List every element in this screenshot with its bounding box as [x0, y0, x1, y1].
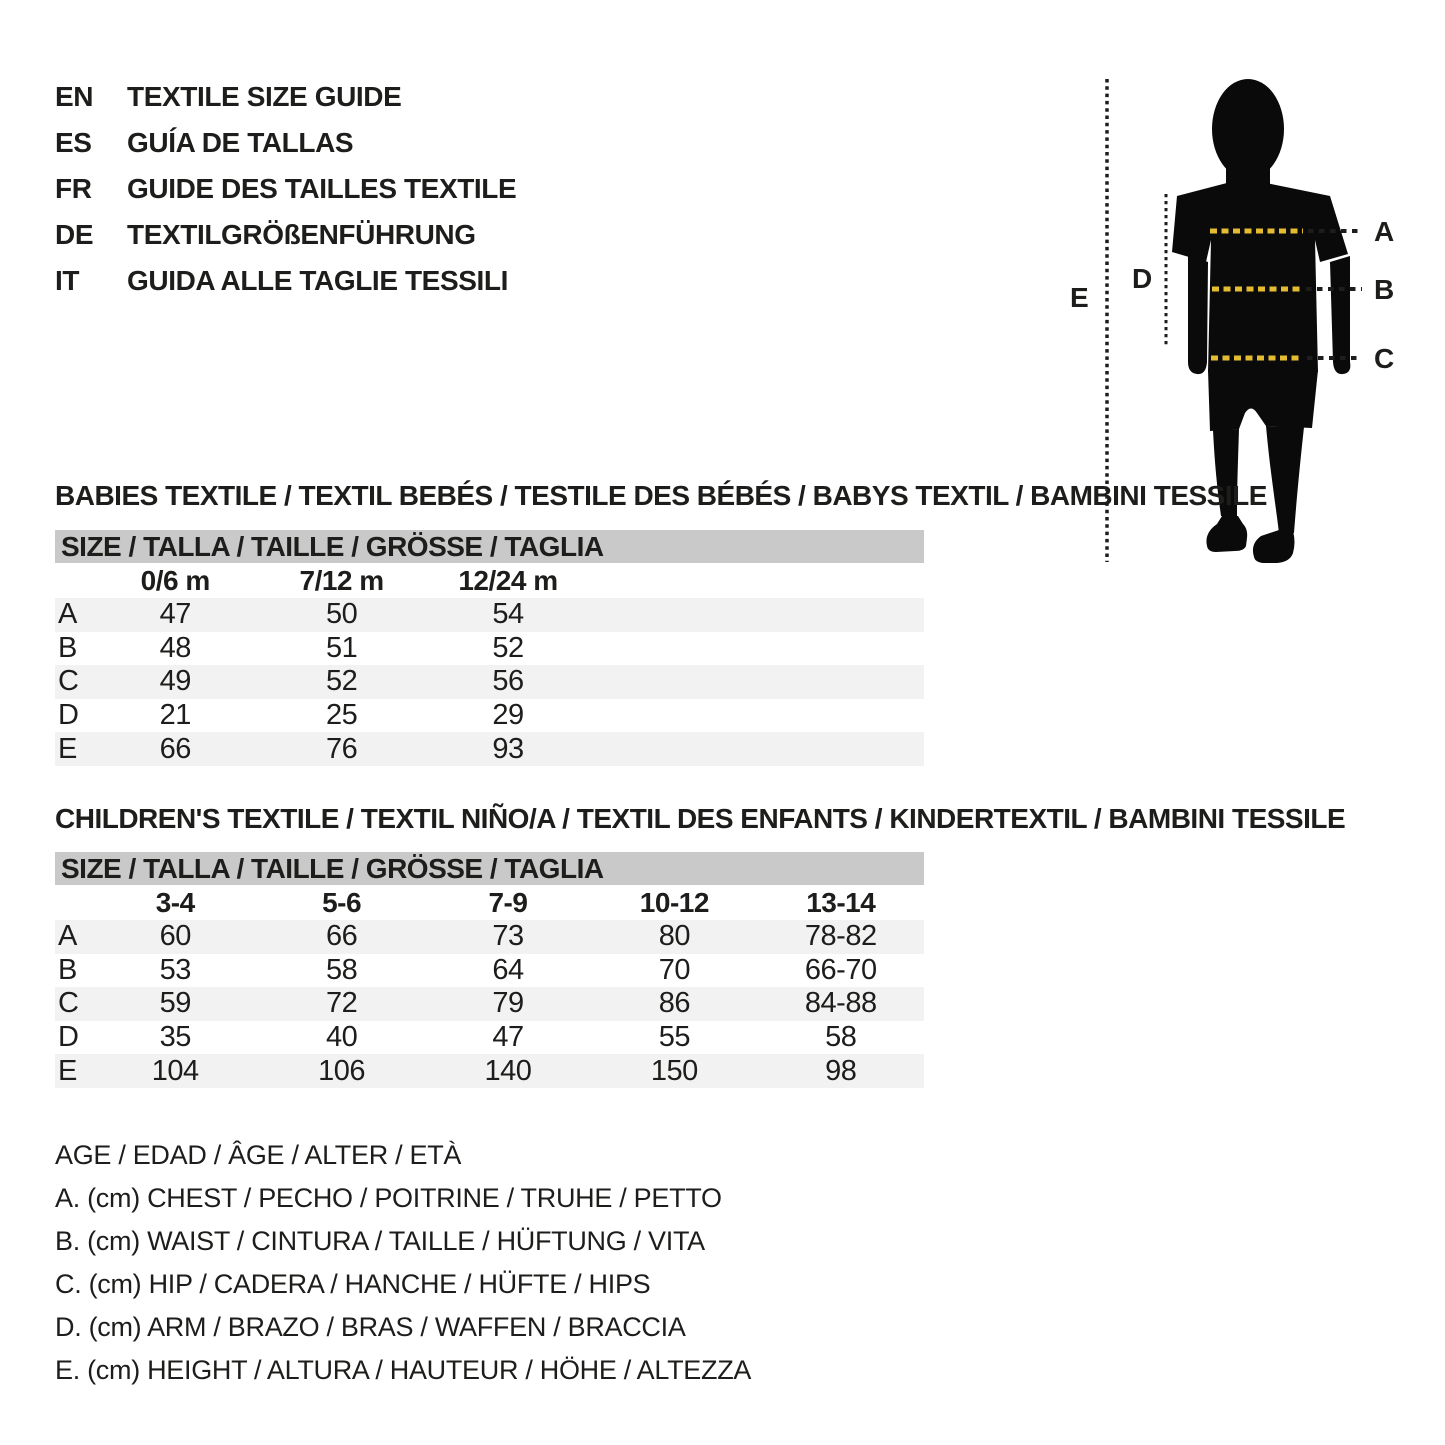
language-title: TEXTILE SIZE GUIDE	[127, 81, 402, 112]
language-title: GUÍA DE TALLAS	[127, 127, 354, 158]
silhouette-left-shoe	[1206, 516, 1247, 552]
language-title-block	[55, 74, 516, 304]
table-cell: 66	[159, 732, 191, 765]
table-cell: 52	[492, 631, 524, 664]
table-cell: 86	[658, 987, 690, 1020]
row-label: B	[58, 631, 77, 664]
column-header: 7/12 m	[299, 564, 384, 596]
language-code: EN	[55, 81, 94, 112]
children-size-header-bar: SIZE / TALLA / TAILLE / GRÖSSE / TAGLIA	[55, 852, 924, 885]
table-cell: 79	[492, 987, 524, 1020]
table-cell: 64	[492, 953, 524, 986]
column-header: 0/6 m	[140, 564, 210, 596]
legend-chest: A. (cm) CHEST / PECHO / POITRINE / TRUHE / PETTO	[55, 1183, 722, 1213]
table-cell: 47	[159, 598, 191, 631]
table-cell: 21	[159, 699, 191, 732]
silhouette-right-shoe	[1253, 530, 1295, 563]
row-label: C	[58, 987, 79, 1020]
children-section-title: CHILDREN'S TEXTILE / TEXTIL NIÑO/A / TEXTIL DES ENFANTS / KINDERTEXTIL / BAMBINI TESSILE	[55, 803, 1346, 834]
table-cell: 29	[492, 699, 524, 732]
language-row	[55, 166, 516, 212]
language-row	[55, 120, 516, 166]
table-cell: 35	[159, 1021, 191, 1054]
table-cell: 53	[159, 953, 191, 986]
table-cell: 49	[159, 665, 191, 698]
language-title: TEXTILGRÖßENFÜHRUNG	[127, 219, 476, 250]
column-header: 5-6	[322, 886, 362, 918]
table-row	[55, 954, 924, 988]
table-cell: 80	[658, 920, 690, 953]
language-code: FR	[55, 173, 92, 204]
label-D: D	[1132, 263, 1153, 294]
language-title: GUIDE DES TAILLES TEXTILE	[127, 173, 517, 204]
label-E: E	[1070, 282, 1089, 313]
column-header: 10-12	[639, 886, 709, 918]
row-label: A	[58, 920, 77, 953]
table-cell: 104	[151, 1054, 199, 1087]
measurement-legend	[55, 1134, 751, 1392]
silhouette-shorts	[1208, 370, 1318, 431]
table-cell: 84-88	[804, 987, 877, 1020]
table-cell: 76	[325, 732, 358, 765]
language-row	[55, 74, 516, 120]
legend-hip: C. (cm) HIP / CADERA / HANCHE / HÜFTE / HIPS	[55, 1269, 651, 1299]
table-cell: 55	[658, 1021, 690, 1054]
children-size-table	[55, 852, 924, 1088]
column-header: 7-9	[488, 886, 528, 918]
table-row	[55, 732, 924, 766]
children-column-header-row	[55, 885, 924, 920]
table-row	[55, 987, 924, 1021]
table-cell: 73	[492, 920, 524, 953]
table-row	[55, 632, 924, 666]
legend-height: E. (cm) HEIGHT / ALTURA / HAUTEUR / HÖHE / ALTEZZA	[55, 1355, 752, 1385]
table-cell: 51	[325, 631, 358, 664]
table-cell: 48	[159, 631, 191, 664]
legend-arm: D. (cm) ARM / BRAZO / BRAS / WAFFEN / BRACCIA	[55, 1312, 686, 1342]
column-header: 12/24 m	[458, 564, 558, 596]
table-cell: 54	[492, 598, 524, 631]
table-cell: 50	[325, 598, 358, 631]
language-row	[55, 258, 516, 304]
legend-age: AGE / EDAD / ÂGE / ALTER / ETÀ	[55, 1140, 462, 1170]
label-C: C	[1374, 343, 1395, 374]
table-cell: 47	[492, 1021, 524, 1054]
table-row	[55, 1021, 924, 1055]
silhouette-right-leg	[1266, 426, 1304, 533]
row-label: B	[58, 953, 77, 986]
measurement-figure	[1040, 60, 1445, 600]
row-label: E	[58, 732, 77, 765]
table-cell: 70	[658, 953, 690, 986]
column-header: 3-4	[155, 886, 195, 918]
table-cell: 150	[650, 1054, 698, 1087]
table-cell: 59	[159, 987, 191, 1020]
row-label: D	[58, 699, 79, 732]
language-row	[55, 212, 516, 258]
table-cell: 60	[159, 920, 191, 953]
silhouette-left-arm	[1188, 256, 1208, 374]
silhouette-head	[1212, 79, 1284, 179]
table-cell: 72	[325, 987, 358, 1020]
table-row	[55, 598, 924, 632]
babies-section-title: BABIES TEXTILE / TEXTIL BEBÉS / TESTILE DES BÉBÉS / BABYS TEXTIL / BAMBINI TESSILE	[55, 480, 1267, 511]
table-cell: 58	[825, 1021, 857, 1054]
label-B: B	[1374, 274, 1395, 305]
row-label: C	[58, 665, 79, 698]
row-label: D	[58, 1021, 79, 1054]
table-cell: 93	[492, 732, 524, 765]
table-cell: 52	[325, 665, 358, 698]
row-label: E	[58, 1054, 77, 1087]
table-cell: 56	[492, 665, 524, 698]
column-header: 13-14	[806, 886, 876, 918]
language-code: IT	[55, 265, 80, 296]
table-row	[55, 699, 924, 733]
babies-size-table	[55, 530, 924, 766]
table-cell: 58	[325, 953, 358, 986]
table-cell: 66-70	[804, 953, 877, 986]
language-code: ES	[55, 127, 92, 158]
language-title: GUIDA ALLE TAGLIE TESSILI	[127, 265, 508, 296]
label-A: A	[1374, 216, 1395, 247]
language-code: DE	[55, 219, 94, 250]
babies-column-header-row	[55, 563, 924, 598]
babies-size-header-bar: SIZE / TALLA / TAILLE / GRÖSSE / TAGLIA	[55, 530, 924, 563]
table-cell: 98	[825, 1054, 857, 1087]
table-cell: 40	[325, 1021, 358, 1054]
row-label: A	[58, 598, 77, 631]
legend-waist: B. (cm) WAIST / CINTURA / TAILLE / HÜFTUNG / VITA	[55, 1226, 705, 1256]
table-cell: 140	[484, 1054, 532, 1087]
table-row	[55, 665, 924, 699]
table-row	[55, 920, 924, 954]
table-cell: 106	[318, 1054, 366, 1087]
table-cell: 25	[325, 699, 358, 732]
table-cell: 78-82	[804, 920, 877, 953]
table-row	[55, 1054, 924, 1088]
table-cell: 66	[325, 920, 358, 953]
